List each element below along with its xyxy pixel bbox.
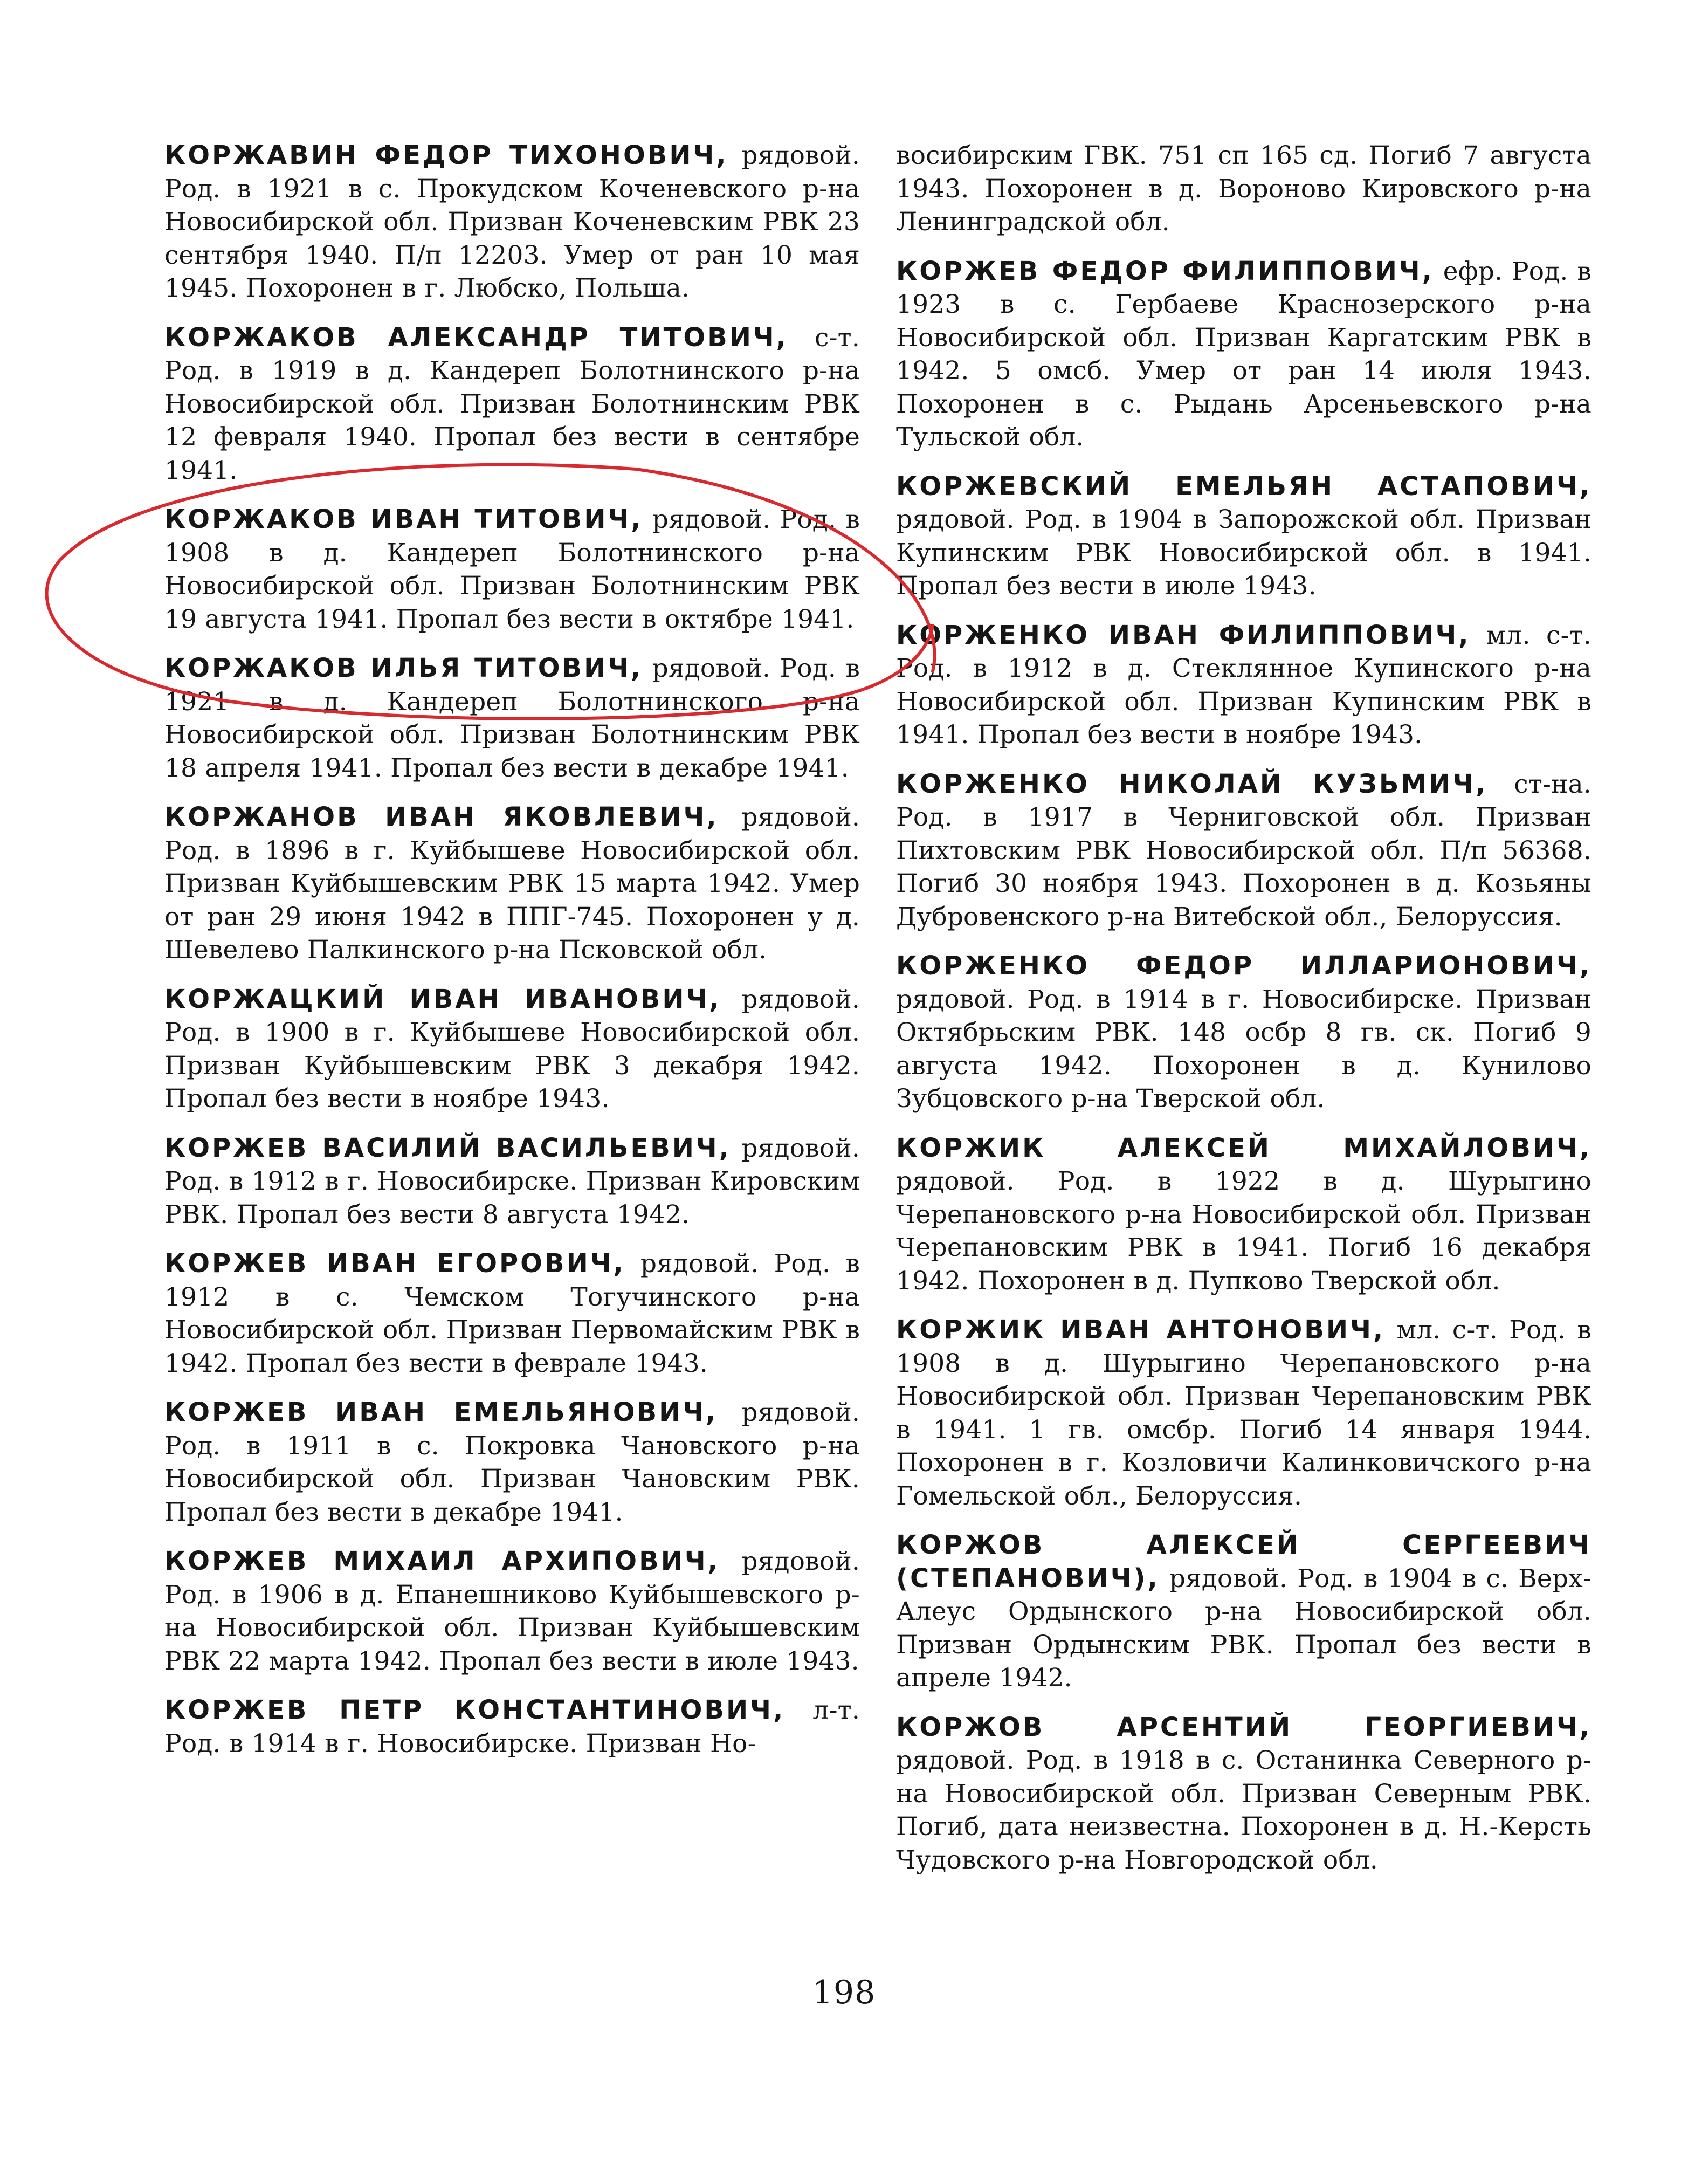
entry-korzhov-arsentiy (896, 1711, 1591, 1877)
entry-text: рядовой. Род. в 1912 в г. Новосибирске. Призван Кировским РВК. Пропал без вести 8 августа 1942. (164, 1133, 860, 1230)
entry-text: рядовой. Род. в 1896 в г. Куйбышеве Новосибирской обл. Призван Куйбышевским РВК 15 марта 1942. Умер от ран 29 июня 1942 в ППГ-745. Похоронен у д. Шевелево Палкинского р-на Псковской обл. (164, 802, 860, 965)
entry-korzhakov-ilya (164, 652, 860, 785)
entry-text: ст-на. Род. в 1917 в Черниговской обл. Призван Пихтовским РВК Новосибирской обл. П/п 56368. Погиб 30 ноября 1943. Похоронен в д. Козьяны Дубровенского р-на Витебской обл., Белоруссия. (896, 769, 1591, 932)
entry-text: мл. с-т. Род. в 1912 в д. Стеклянное Купинского р-на Новосибирской обл. Призван Купинским РВК в 1941. Пропал без вести в ноябре 1943. (896, 620, 1591, 750)
entry-name: КОРЖОВ АРСЕНТИЙ ГЕОРГИЕВИЧ, (896, 1712, 1591, 1742)
entry-korzhakov-aleksandr (164, 321, 860, 487)
entry-korzhev-petr-continued (896, 139, 1591, 239)
entry-text: рядовой. Род. в 1922 в д. Шурыгино Черепановского р-на Новосибирской обл. Призван Черепановским РВК в 1941. Погиб 16 декабря 1942. Похоронен в д. Пупково Тверской обл. (896, 1166, 1591, 1296)
entry-name: КОРЖАКОВ ИВАН ТИТОВИЧ, (164, 504, 643, 534)
entry-text: с-т. Род. в 1919 в д. Кандереп Болотнинского р-на Новосибирской обл. Призван Болотнинским РВК 12 февраля 1940. Пропал без вести в сентябре 1941. (164, 322, 860, 485)
entry-name: КОРЖИК ИВАН АНТОНОВИЧ, (896, 1315, 1386, 1345)
entry-name: КОРЖЕНКО НИКОЛАЙ КУЗЬМИЧ, (896, 768, 1488, 799)
entry-text: рядовой. Род. в 1912 в с. Чемском Тогучинского р-на Новосибирской обл. Призван Первомайским РВК в 1942. Пропал без вести в феврале 1943. (164, 1249, 860, 1378)
entry-text: рядовой. Род. в 1911 в с. Покровка Чановского р-на Новосибирской обл. Призван Чановским РВК. Пропал без вести в декабре 1941. (164, 1398, 860, 1527)
entry-text: рядовой. Род. в 1921 в с. Прокудском Коченевского р-на Новосибирской обл. Призван Коченевским РВК 23 сентября 1940. П/п 12203. Умер от ран 10 мая 1945. Похоронен в г. Любско, Польша. (164, 141, 860, 303)
entry-name: КОРЖАЦКИЙ ИВАН ИВАНОВИЧ, (164, 984, 721, 1014)
entry-korzhik-ivan (896, 1314, 1591, 1513)
entry-korzhik-aleksey (896, 1132, 1591, 1298)
entry-korzhev-mikhail (164, 1545, 860, 1678)
entry-korzhov-aleksey (896, 1529, 1591, 1695)
entry-name: КОРЖЕНКО ФЕДОР ИЛЛАРИОНОВИЧ, (896, 951, 1591, 981)
entry-korzhakov-ivan (164, 503, 860, 636)
entry-text: рядовой. Род. в 1918 в с. Останинка Северного р-на Новосибирской обл. Призван Северным РВК. Погиб, дата неизвестна. Похоронен в д. Н.-Керсть Чудовского р-на Новгородской обл. (896, 1746, 1591, 1875)
entry-name: КОРЖЕВ ИВАН ЕМЕЛЬЯНОВИЧ, (164, 1397, 718, 1427)
entry-text: восибирским ГВК. 751 сп 165 сд. Погиб 7 августа 1943. Похоронен в д. Вороново Кировского р-на Ленинградской обл. (896, 141, 1591, 237)
entry-name: КОРЖЕВ МИХАИЛ АРХИПОВИЧ, (164, 1546, 720, 1576)
entry-name: КОРЖЕВ ИВАН ЕГОРОВИЧ, (164, 1248, 625, 1279)
entry-text: рядовой. Род. в 1900 в г. Куйбышеве Новосибирской обл. Призван Куйбышевским РВК 3 декабря 1942. Пропал без вести в ноябре 1943. (164, 984, 860, 1114)
entry-text: л-т. Род. в 1914 в г. Новосибирске. Призван Но- (164, 1695, 860, 1759)
entry-name: КОРЖИК АЛЕКСЕЙ МИХАЙЛОВИЧ, (896, 1132, 1591, 1163)
entry-text: рядовой. Род. в 1904 в Запорожской обл. Призван Купинским РВК Новосибирской обл. в 1941. Пропал без вести в июле 1943. (896, 505, 1591, 601)
entry-text: мл. с-т. Род. в 1908 в д. Шурыгино Черепановского р-на Новосибирской обл. Призван Черепановским РВК в 1941. 1 гв. омсбр. Погиб 14 января 1944. Похоронен в г. Козловичи Калинковичского р-на Гомельской обл., Белоруссия. (896, 1315, 1591, 1511)
entry-korzhenko-nikolay (896, 768, 1591, 934)
entry-name: КОРЖОВ АЛЕКСЕЙ СЕРГЕЕВИЧ (СТЕПАНОВИЧ), (896, 1530, 1591, 1594)
entry-text: рядовой. Род. в 1921 в д. Кандереп Болотнинского р-на Новосибирской обл. Призван Болотнинским РВК 18 апреля 1941. Пропал без вести в декабре 1941. (164, 654, 860, 783)
entry-name: КОРЖЕВ ФЕДОР ФИЛИППОВИЧ, (896, 256, 1434, 286)
entry-text: рядовой. Род. в 1904 в с. Верх-Алеус Ордынского р-на Новосибирской обл. Призван Ордынским РВК. Пропал без вести в апреле 1942. (896, 1563, 1591, 1693)
entry-korzhanov-ivan (164, 801, 860, 967)
entry-korzhenko-ivan (896, 619, 1591, 752)
entry-text: рядовой. Род. в 1908 в д. Кандереп Болотнинского р-на Новосибирской обл. Призван Болотнинским РВК 19 августа 1941. Пропал без вести в октябре 1941. (164, 505, 860, 634)
entry-name: КОРЖАВИН ФЕДОР ТИХОНОВИЧ, (164, 140, 728, 170)
entry-text: ефр. Род. в 1923 в с. Гербаеве Краснозерского р-на Новосибирской обл. Призван Каргатским РВК в 1942. 5 омсб. Умер от ран 14 июля 1943. Похоронен в с. Рыдань Арсеньевского р-на Тульской обл. (896, 256, 1592, 452)
entry-name: КОРЖАКОВ ИЛЬЯ ТИТОВИЧ, (164, 653, 643, 683)
right-column (896, 139, 1591, 1893)
entry-name: КОРЖЕВ ПЕТР КОНСТАНТИНОВИЧ, (164, 1695, 786, 1725)
entry-name: КОРЖЕВСКИЙ ЕМЕЛЬЯН АСТАПОВИЧ, (896, 471, 1591, 502)
entry-text: рядовой. Род. в 1914 в г. Новосибирске. Призван Октябрьским РВК. 148 осбр 8 гв. ск. Погиб 9 августа 1942. Похоронен в д. Кунилово Зубцовского р-на Тверской обл. (896, 984, 1591, 1114)
entry-korzhenko-fedor (896, 950, 1591, 1116)
entry-korzhev-vasiliy (164, 1132, 860, 1232)
entry-name: КОРЖАКОВ АЛЕКСАНДР ТИТОВИЧ, (164, 322, 788, 353)
entry-text: рядовой. Род. в 1906 в д. Епанешниково Куйбышевского р-на Новосибирской обл. Призван Куйбышевским РВК 22 марта 1942. Пропал без вести в июле 1943. (164, 1547, 860, 1676)
entry-korzhavin-fedor (164, 139, 860, 305)
entry-korzhev-ivan-egorovich (164, 1247, 860, 1380)
entry-korzhatskiy-ivan (164, 983, 860, 1116)
entry-korzhevskiy-emelyan (896, 470, 1591, 603)
entry-name: КОРЖЕВ ВАСИЛИЙ ВАСИЛЬЕВИЧ, (164, 1132, 731, 1163)
entry-korzhev-fedor (896, 255, 1591, 454)
entry-name: КОРЖАНОВ ИВАН ЯКОВЛЕВИЧ, (164, 802, 719, 832)
page-number: 198 (812, 1974, 876, 2011)
entry-korzhev-petr (164, 1694, 860, 1760)
left-column (164, 139, 860, 1776)
entry-name: КОРЖЕНКО ИВАН ФИЛИППОВИЧ, (896, 620, 1471, 650)
entry-korzhev-ivan-emelyanovich (164, 1396, 860, 1529)
